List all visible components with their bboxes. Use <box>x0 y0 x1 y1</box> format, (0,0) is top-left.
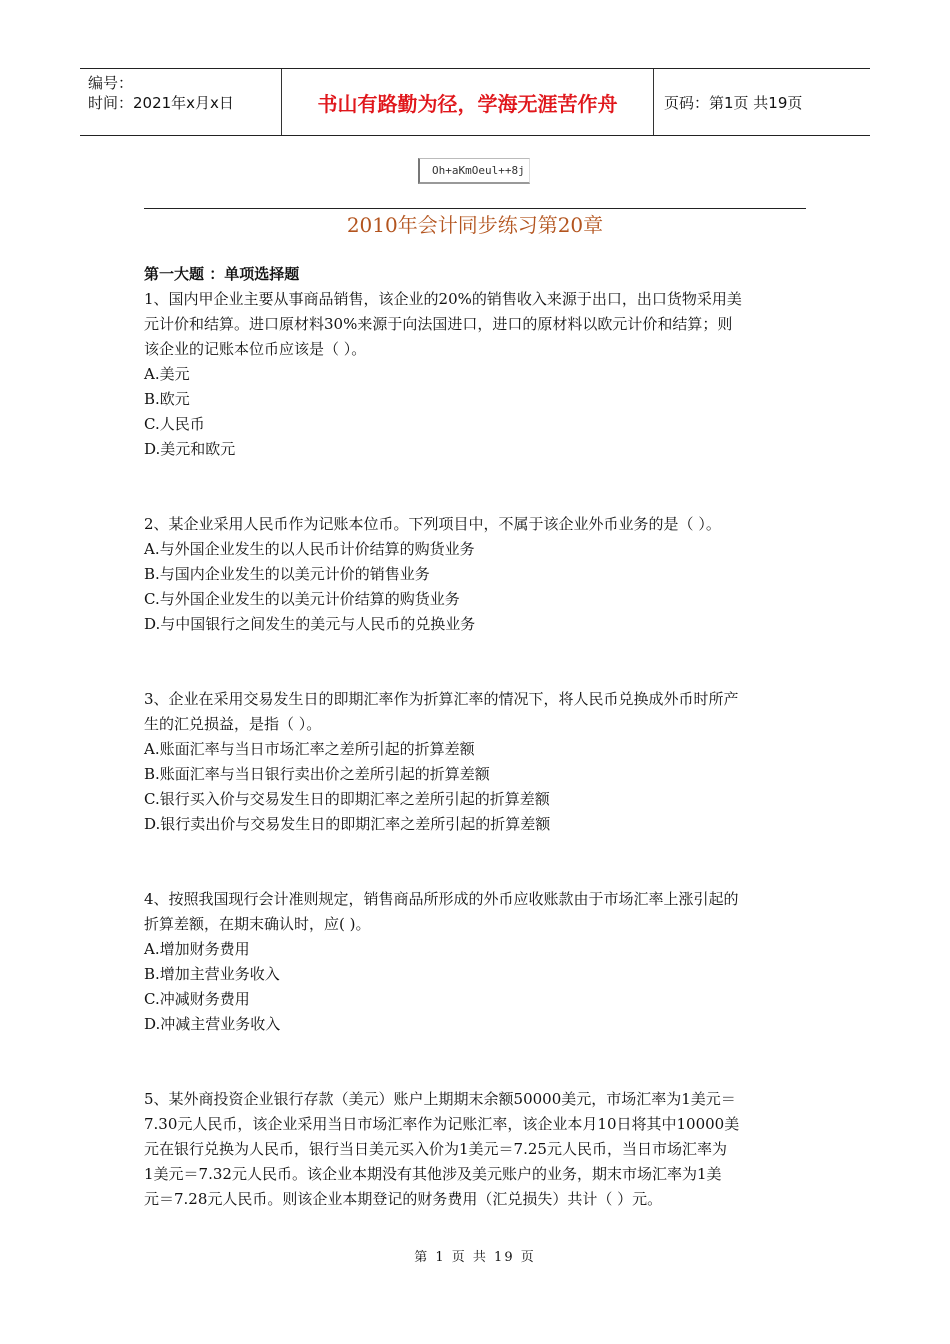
option-d: D.银行卖出价与交易发生日的即期汇率之差所引起的折算差额 <box>144 815 551 833</box>
option-c: C.与外国企业发生的以美元计价结算的购货业务 <box>144 590 460 608</box>
question-line: 4、按照我国现行会计准则规定，销售商品所形成的外币应收账款由于市场汇率上涨引起的 <box>144 890 739 908</box>
option-a: A.增加财务费用 <box>144 940 250 958</box>
question-1 <box>144 287 810 462</box>
question-2 <box>144 512 810 637</box>
question-line: 元＝7.28元人民币。则该企业本期登记的财务费用（汇兑损失）共计（ ）元。 <box>144 1190 663 1208</box>
question-line: 1、国内甲企业主要从事商品销售，该企业的20%的销售收入来源于出口，出口货物采用美 <box>144 290 742 308</box>
question-line: 元计价和结算。进口原材料30%来源于向法国进口，进口的原材料以欧元计价和结算；则 <box>144 315 733 333</box>
code-box: Oh+aKmOeul++8j <box>418 158 530 184</box>
header-table <box>80 68 870 136</box>
option-c: C.银行买入价与交易发生日的即期汇率之差所引起的折算差额 <box>144 790 550 808</box>
option-b: B.与国内企业发生的以美元计价的销售业务 <box>144 565 430 583</box>
question-line: 2、某企业采用人民币作为记账本位币。下列项目中，不属于该企业外币业务的是（ ）。 <box>144 515 721 533</box>
option-c: C.冲减财务费用 <box>144 990 250 1008</box>
question-line: 元在银行兑换为人民币，银行当日美元买入价为1美元＝7.25元人民币，当日市场汇率为 <box>144 1140 727 1158</box>
content <box>144 262 810 1262</box>
question-line: 1美元＝7.32元人民币。该企业本期没有其他涉及美元账户的业务，期末市场汇率为1美 <box>144 1165 722 1183</box>
question-line: 折算差额，在期末确认时，应( )。 <box>144 915 371 933</box>
option-a: A.与外国企业发生的以人民币计价结算的购货业务 <box>144 540 475 558</box>
option-b: B.增加主营业务收入 <box>144 965 280 983</box>
question-line: 3、企业在采用交易发生日的即期汇率作为折算汇率的情况下，将人民币兑换成外币时所产 <box>144 690 739 708</box>
option-c: C.人民币 <box>144 415 205 433</box>
number-label: 编号： <box>88 74 134 92</box>
title-rule <box>144 208 806 209</box>
question-line: 生的汇兑损益，是指（ ）。 <box>144 715 322 733</box>
question-line: 5、某外商投资企业银行存款（美元）账户上期期末余额50000美元，市场汇率为1美元＝ <box>144 1090 736 1108</box>
option-b: B.欧元 <box>144 390 190 408</box>
question-4 <box>144 887 810 1037</box>
question-3 <box>144 687 810 837</box>
document-title: 2010年会计同步练习第20章 <box>346 213 604 237</box>
page-footer: 第 1 页 共 19 页 <box>414 1250 536 1265</box>
option-b: B.账面汇率与当日银行卖出价之差所引起的折算差额 <box>144 765 490 783</box>
page-info: 页码：第1页 共19页 <box>664 93 803 112</box>
option-d: D.美元和欧元 <box>144 440 236 458</box>
question-line: 该企业的记账本位币应该是（ ）。 <box>144 340 367 358</box>
option-a: A.账面汇率与当日市场汇率之差所引起的折算差额 <box>144 740 475 758</box>
option-a: A.美元 <box>144 365 190 383</box>
header-left-cell <box>80 69 281 135</box>
section-title: 第一大题 ：单项选择题 <box>144 265 300 283</box>
option-d: D.与中国银行之间发生的美元与人民币的兑换业务 <box>144 615 476 633</box>
option-d: D.冲减主营业务收入 <box>144 1015 281 1033</box>
question-5 <box>144 1087 810 1212</box>
question-line: 7.30元人民币，该企业采用当日市场汇率作为记账汇率，该企业本月10日将其中10000美 <box>144 1115 740 1133</box>
date-label: 时间：2021年x月x日 <box>88 94 234 112</box>
motto: 书山有路勤为径，学海无涯苦作舟 <box>281 69 654 135</box>
